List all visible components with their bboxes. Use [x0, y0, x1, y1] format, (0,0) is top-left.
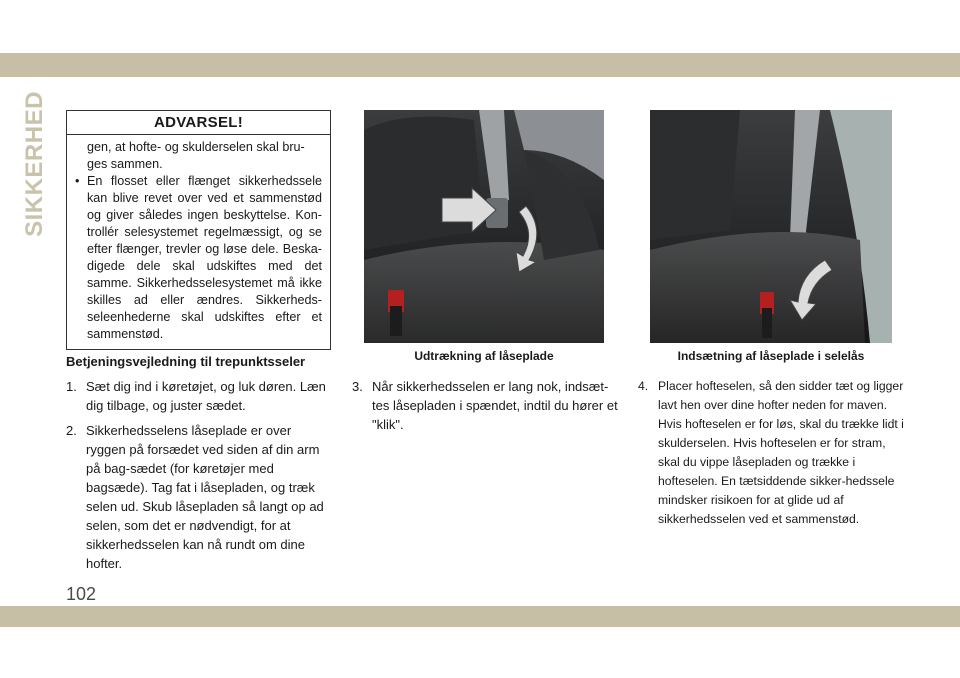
step-text: Placer hofteselen, så den sidder tæt og ligger lavt hen over dine hofter neden for maven. Hvis hofteselen er for løs, skal du trække lidt i skulderselen. Hvis hofteselen er for stram, skal du vippe låsepladen og trække i hofteselen. En tætsiddende sikker-hedssele mindsker risikoen for at glide ud af sikkerhedsselen ved et sammenstød.: [658, 379, 904, 526]
steps-column-3: [638, 377, 906, 535]
section-heading: Betjeningsvejledning til trepunktsseler: [66, 354, 306, 369]
list-item: 1. Sæt dig ind i køretøjet, og luk døren. Læn dig tilbage, og juster sædet.: [66, 379, 326, 413]
footer-band: [0, 606, 960, 627]
steps-column-1: [66, 377, 332, 579]
step-text: Når sikkerhedsselen er lang nok, indsæt-tes låsepladen i spændet, indtil du hører et "klik".: [372, 379, 618, 432]
step-text: Sikkerhedsselens låseplade er over ryggen på forsædet ved siden af din arm på bag-sædet (for køretøjer med bagsæde). Tag fat i låsepladen, og træk selen ud. Skub låsepladen så langt op ad selen, som det er nødvendigt, for at sikkerhedsselen kan nå rundt om dine hofter.: [86, 423, 324, 571]
steps-column-2: [352, 377, 618, 440]
warning-title: ADVARSEL!: [67, 111, 330, 135]
figure-photo-buckle-extract: [364, 110, 604, 343]
list-item: 3. Når sikkerhedsselen er lang nok, indsæt-tes låsepladen i spændet, indtil du hører et "klik".: [352, 379, 618, 432]
step-text: Sæt dig ind i køretøjet, og luk døren. Læn dig tilbage, og juster sædet.: [86, 379, 326, 413]
page-number: 102: [66, 584, 97, 604]
warning-bullet: • En flosset eller flænget sikkerhedssele kan blive revet over ved et sammenstød og giver således ingen beskyttelse. Kon-trollér selesystemet regelmæssigt, og se efter flænger, trevler og løse dele. Beska-digede dele skal udskiftes med det samme. Sikkerhedsselesystemet må ikke skilles ad eller ændres. Sikkerheds-seleenhederne skal udskiftes efter et sammenstød.: [75, 173, 322, 343]
section-tab: [18, 91, 52, 237]
warning-box: [66, 110, 331, 350]
figure-caption: Udtrækning af låseplade: [414, 349, 554, 363]
figure-photo-buckle-insert: [650, 110, 892, 343]
warning-continuation: gen, at hofte- og skulderselen skal bru-ges sammen.: [87, 140, 305, 171]
list-item: 2. Sikkerhedsselens låseplade er over ryggen på forsædet ved siden af din arm på bag-sædet (for køretøjer med bagsæde). Tag fat i låsepladen, og træk selen ud. Skub låsepladen så langt op ad selen, som det er nødvendigt, for at sikkerhedsselen kan nå rundt om dine hofter.: [66, 423, 324, 571]
list-item: 4. Placer hofteselen, så den sidder tæt og ligger lavt hen over dine hofter neden for maven. Hvis hofteselen er for løs, skal du trække lidt i skulderselen. Hvis hofteselen er for stram, skal du vippe låsepladen og trække i hofteselen. En tætsiddende sikker-hedssele mindsker risikoen for at glide ud af sikkerhedsselen ved et sammenstød.: [638, 379, 904, 526]
figure-caption: Indsætning af låseplade i selelås: [677, 349, 865, 363]
header-band: [0, 53, 960, 77]
seat-photo-1: [364, 110, 604, 343]
section-tab-label: SIKKERHED: [21, 91, 48, 237]
seat-photo-2: [650, 110, 892, 343]
warning-body: [67, 135, 330, 349]
